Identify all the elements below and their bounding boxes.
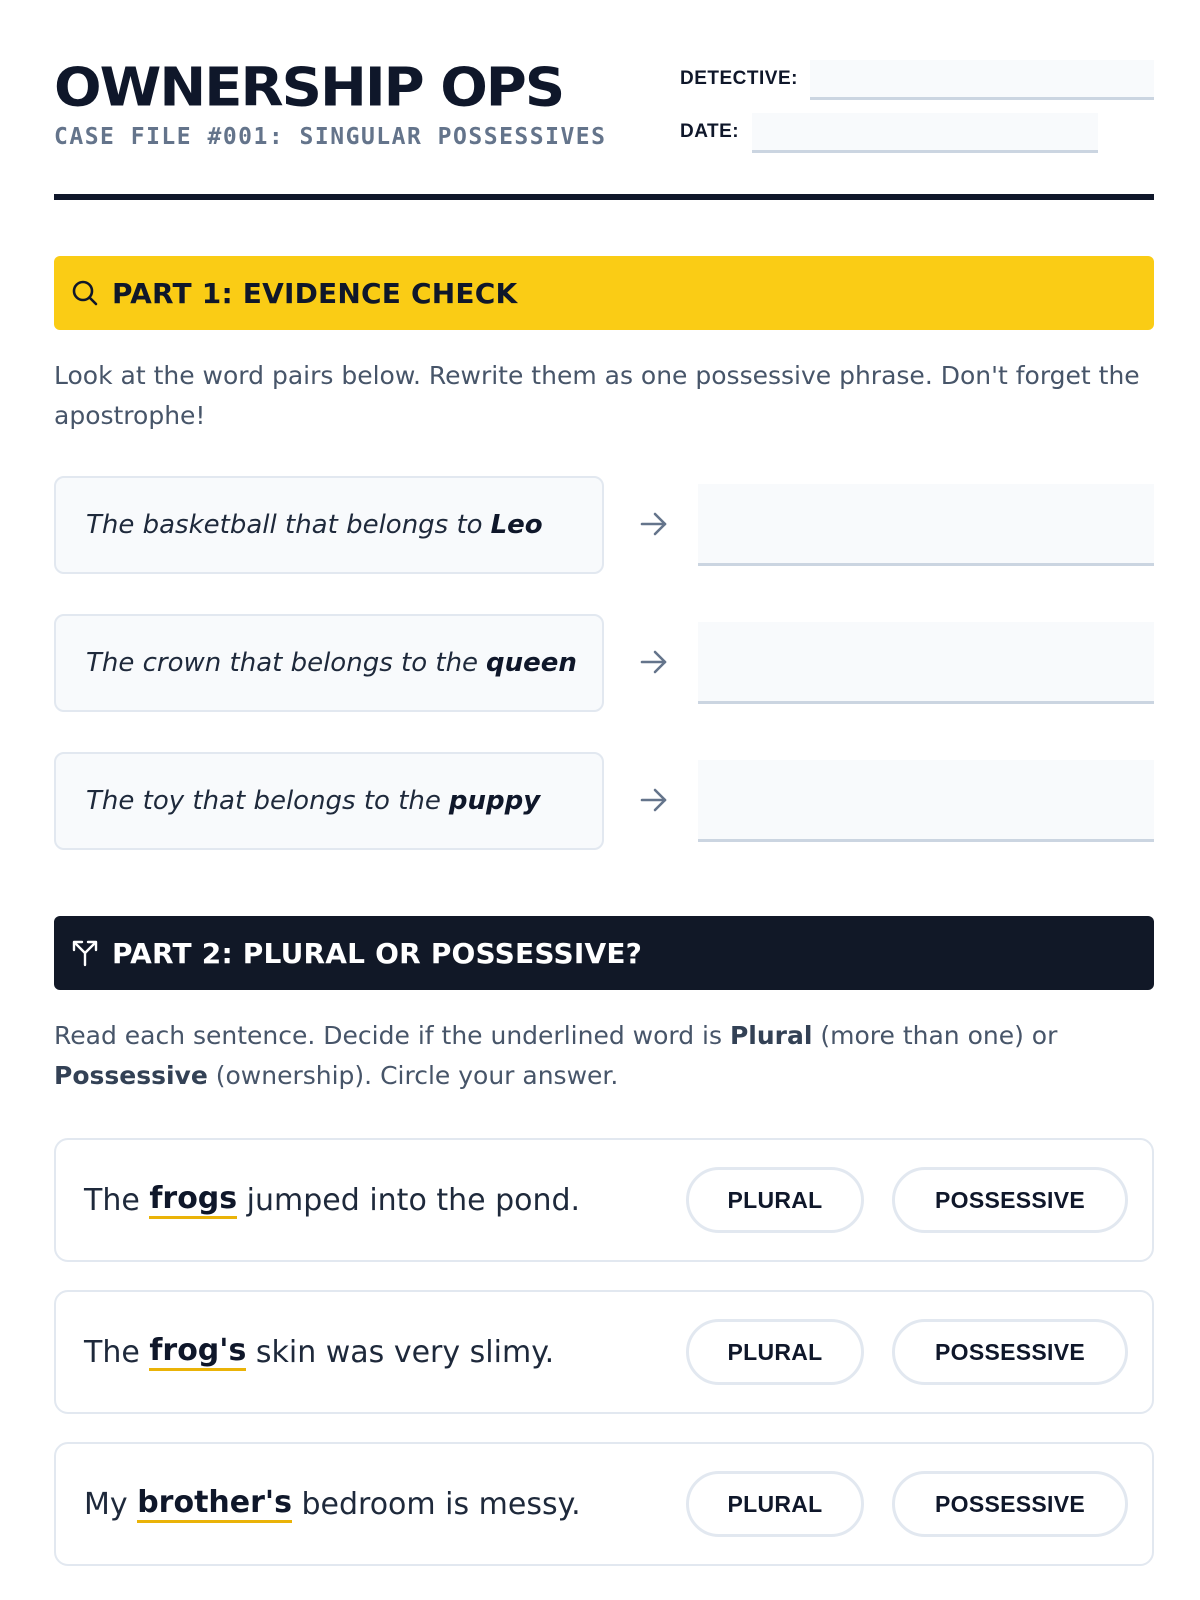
answer-field[interactable]: [698, 484, 1154, 566]
sentence-row: [54, 1138, 1154, 1262]
underlined-word: frogs: [149, 1182, 237, 1219]
sentence-text: The: [84, 1334, 150, 1370]
instr-term-possessive: Possessive: [54, 1061, 208, 1090]
underlined-word: brother's: [137, 1486, 292, 1523]
part1-instructions: Look at the word pairs below. Rewrite them as one possessive phrase. Don't forget the apostrophe!: [54, 361, 1140, 430]
sentence-text: bedroom is messy.: [291, 1486, 581, 1522]
part2-header: [54, 916, 1154, 990]
worksheet-page: [54, 0, 1154, 1600]
sentence-text: skin was very slimy.: [246, 1334, 555, 1370]
instr-term-plural: Plural: [729, 1021, 813, 1050]
split-arrows-icon: [68, 936, 102, 970]
part2-instructions: [54, 1016, 1154, 1096]
part2-heading: PART 2: PLURAL OR POSSESSIVE?: [112, 936, 643, 970]
evidence-prefix: The basketball that belongs to: [86, 510, 483, 540]
sentence-row: [54, 1290, 1154, 1414]
arrow-right-icon: [636, 506, 672, 542]
date-label: DATE:: [680, 121, 740, 142]
plural-option[interactable]: PLURAL: [686, 1471, 864, 1537]
evidence-prompt: [54, 752, 604, 850]
evidence-row: [54, 752, 1154, 850]
evidence-row: [54, 614, 1154, 712]
page-subtitle: CASE FILE #001: SINGULAR POSSESSIVES: [54, 124, 607, 150]
arrow-right-icon: [636, 782, 672, 818]
sentence: [84, 1140, 580, 1260]
evidence-prompt: [54, 476, 604, 574]
search-icon: [68, 276, 102, 310]
arrow-right-icon: [636, 644, 672, 680]
possessive-option[interactable]: POSSESSIVE: [892, 1471, 1128, 1537]
sentence: [84, 1292, 554, 1412]
part1-heading: PART 1: EVIDENCE CHECK: [112, 276, 518, 310]
evidence-prefix: The toy that belongs to the: [86, 786, 441, 816]
header-divider: [54, 194, 1154, 200]
sentence-text: jumped into the pond.: [237, 1182, 581, 1218]
detective-field[interactable]: [810, 60, 1154, 100]
plural-option[interactable]: PLURAL: [686, 1319, 864, 1385]
instr-text: (more than one) or: [812, 1021, 1058, 1050]
evidence-owner: queen: [486, 648, 577, 678]
evidence-row: [54, 476, 1154, 574]
sentence-row: [54, 1442, 1154, 1566]
page-title: OWNERSHIP OPS: [54, 57, 564, 119]
part1-header: [54, 256, 1154, 330]
sentence-text: The: [84, 1182, 150, 1218]
answer-field[interactable]: [698, 622, 1154, 704]
date-field[interactable]: [752, 113, 1098, 153]
possessive-option[interactable]: POSSESSIVE: [892, 1319, 1128, 1385]
plural-option[interactable]: PLURAL: [686, 1167, 864, 1233]
instr-text: (ownership). Circle your answer.: [207, 1061, 619, 1090]
sentence-text: My: [84, 1486, 138, 1522]
sentence: [84, 1444, 581, 1564]
evidence-owner: Leo: [490, 510, 543, 540]
possessive-option[interactable]: POSSESSIVE: [892, 1167, 1128, 1233]
detective-label: DETECTIVE:: [680, 68, 798, 89]
evidence-owner: puppy: [448, 786, 541, 816]
answer-field[interactable]: [698, 760, 1154, 842]
underlined-word: frog's: [149, 1334, 246, 1371]
evidence-prompt: [54, 614, 604, 712]
instr-text: Read each sentence. Decide if the underlined word is: [54, 1021, 730, 1050]
evidence-prefix: The crown that belongs to the: [86, 648, 479, 678]
